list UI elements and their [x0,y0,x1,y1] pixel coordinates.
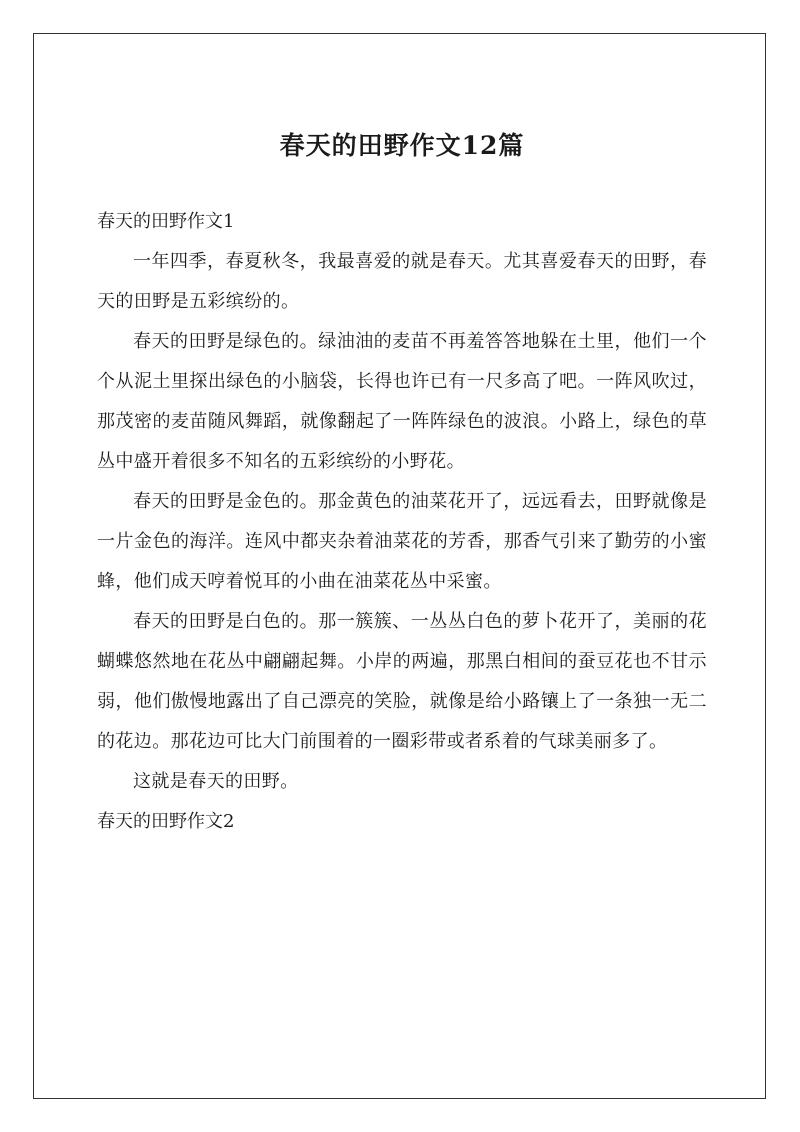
paragraph: 春天的田野是白色的。那一簇簇、一丛丛白色的萝卜花开了，美丽的花蝴蝶悠然地在花丛中翩翩起舞。小岸的两遍，那黑白相间的蚕豆花也不甘示弱，他们傲慢地露出了自己漂亮的笑脸，就像是给小路镶上了一条独一无二的花边。那花边可比大门前围着的一圈彩带或者系着的气球美丽多了。 [97,611,707,752]
essay-section-2 [97,802,707,842]
paragraph: 春天的田野是金色的。那金黄色的油菜花开了，远远看去，田野就像是一片金色的海洋。连风中都夹杂着油菜花的芳香，那香气引来了勤劳的小蜜蜂，他们成天哼着悦耳的小曲在油菜花丛中采蜜。 [97,491,707,592]
section-heading: 春天的田野作文1 [97,211,235,232]
document-body [97,124,707,842]
paragraph: 这就是春天的田野。 [133,771,299,792]
essay-section-1 [97,202,707,802]
section-heading: 春天的田野作文2 [97,811,235,832]
document-title: 春天的田野作文12篇 [279,131,525,160]
paragraph: 春天的田野是绿色的。绿油油的麦苗不再羞答答地躲在土里，他们一个个从泥土里探出绿色的小脑袋，长得也许已有一尺多高了吧。一阵风吹过，那茂密的麦苗随风舞蹈，就像翻起了一阵阵绿色的波浪。小路上，绿色的草丛中盛开着很多不知名的五彩缤纷的小野花。 [97,331,707,472]
paragraph: 一年四季，春夏秋冬，我最喜爱的就是春天。尤其喜爱春天的田野，春天的田野是五彩缤纷的。 [97,251,707,312]
